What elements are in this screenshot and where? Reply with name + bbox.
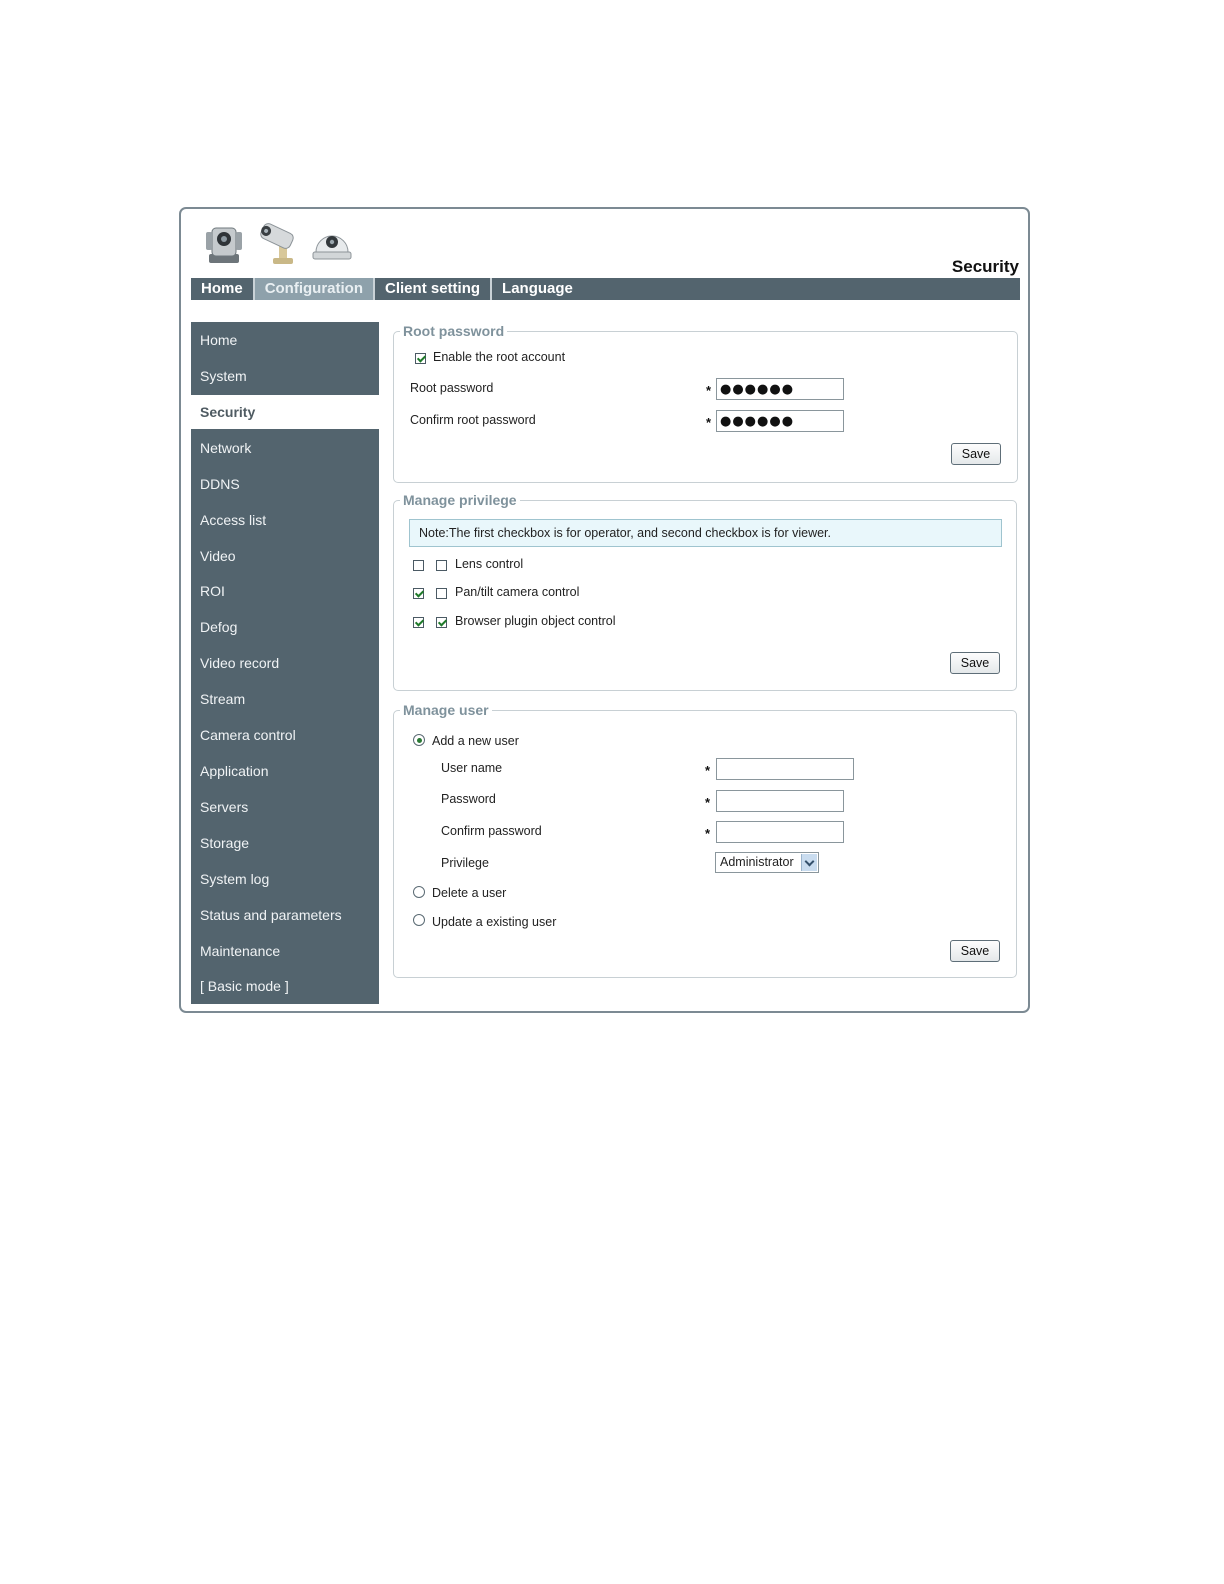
page-title: Security	[951, 257, 1019, 276]
sidebar-item-network[interactable]: Network	[200, 440, 252, 456]
lens-control-label: Lens control	[455, 557, 524, 571]
pan-tilt-label: Pan/tilt camera control	[455, 585, 580, 599]
sidebar-item-defog[interactable]: Defog	[200, 619, 238, 635]
browser-plugin-label: Browser plugin object control	[455, 614, 616, 628]
password-label: Password	[441, 792, 496, 806]
confirm-password-label: Confirm password	[441, 824, 542, 838]
sidebar-item-home[interactable]: Home	[200, 332, 238, 348]
tab-configuration[interactable]: Configuration	[255, 278, 375, 300]
privilege-select-value: Administrator	[720, 855, 794, 869]
delete-user-label: Delete a user	[432, 886, 507, 900]
manage-user-legend: Manage user	[403, 702, 489, 718]
sidebar-item-maintenance[interactable]: Maintenance	[200, 943, 281, 959]
required-mark: *	[705, 763, 711, 778]
user-name-label: User name	[441, 761, 503, 775]
add-user-label: Add a new user	[432, 734, 519, 748]
sidebar-item-status-and-parameters[interactable]: Status and parameters	[200, 907, 342, 923]
delete-user-radio[interactable]	[413, 886, 425, 898]
add-user-radio[interactable]	[413, 734, 425, 746]
confirm-root-password-label: Confirm root password	[410, 413, 536, 427]
required-mark: *	[705, 795, 711, 810]
tab-client-setting[interactable]: Client setting	[375, 278, 492, 300]
camera-icons	[203, 220, 353, 268]
sidebar-item-camera-control[interactable]: Camera control	[200, 727, 296, 743]
lens-control-viewer-checkbox[interactable]	[436, 560, 447, 571]
privilege-label: Privilege	[441, 856, 489, 870]
sidebar-item-video[interactable]: Video	[200, 548, 236, 564]
sidebar-item-storage[interactable]: Storage	[200, 835, 250, 851]
enable-root-checkbox[interactable]	[415, 353, 426, 364]
sidebar-item-servers[interactable]: Servers	[200, 799, 249, 815]
chevron-down-icon[interactable]	[801, 854, 817, 871]
top-nav	[191, 278, 1020, 300]
tab-home[interactable]: Home	[191, 278, 255, 300]
sidebar-item-stream[interactable]: Stream	[200, 691, 246, 707]
required-mark: *	[705, 826, 711, 841]
browser-plugin-operator-checkbox[interactable]	[413, 617, 424, 628]
sidebar-item-roi[interactable]: ROI	[200, 583, 225, 599]
pan-tilt-operator-checkbox[interactable]	[413, 588, 424, 599]
ptz-camera-icon	[203, 220, 245, 266]
sidebar-item-ddns[interactable]: DDNS	[200, 476, 240, 492]
confirm-root-password-field[interactable]	[716, 410, 844, 432]
bullet-camera-icon	[257, 220, 299, 266]
privilege-save-button[interactable]: Save	[950, 652, 1000, 674]
sidebar-item-application[interactable]: Application	[200, 763, 269, 779]
sidebar-item-system-log[interactable]: System log	[200, 871, 270, 887]
pan-tilt-viewer-checkbox[interactable]	[436, 588, 447, 599]
password-field[interactable]	[716, 790, 844, 812]
dome-camera-icon	[311, 220, 353, 266]
privilege-note: Note:The first checkbox is for operator, and second checkbox is for viewer.	[409, 519, 1002, 547]
sidebar-item-security[interactable]: Security	[191, 395, 379, 429]
confirm-password-field[interactable]	[716, 821, 844, 843]
update-user-label: Update a existing user	[432, 915, 557, 929]
user-save-button[interactable]: Save	[950, 940, 1000, 962]
update-user-radio[interactable]	[413, 914, 425, 926]
tab-language[interactable]: Language	[502, 280, 573, 297]
sidebar	[191, 322, 379, 1004]
required-mark: *	[706, 415, 712, 430]
browser-plugin-viewer-checkbox[interactable]	[436, 617, 447, 628]
privilege-select[interactable]	[715, 852, 819, 873]
root-password-legend: Root password	[403, 323, 505, 339]
user-name-field[interactable]	[716, 758, 854, 780]
root-password-field[interactable]	[716, 378, 844, 400]
manage-privilege-legend: Manage privilege	[403, 492, 517, 508]
sidebar-item-system[interactable]: System	[200, 368, 247, 384]
sidebar-item-basic-mode[interactable]: [ Basic mode ]	[200, 978, 289, 994]
lens-control-operator-checkbox[interactable]	[413, 560, 424, 571]
sidebar-item-video-record[interactable]: Video record	[200, 655, 280, 671]
enable-root-label: Enable the root account	[433, 350, 566, 364]
required-mark: *	[706, 383, 712, 398]
root-password-save-button[interactable]: Save	[951, 443, 1001, 465]
root-password-section	[393, 323, 1018, 483]
sidebar-item-access-list[interactable]: Access list	[200, 512, 267, 528]
root-password-label: Root password	[410, 381, 494, 395]
